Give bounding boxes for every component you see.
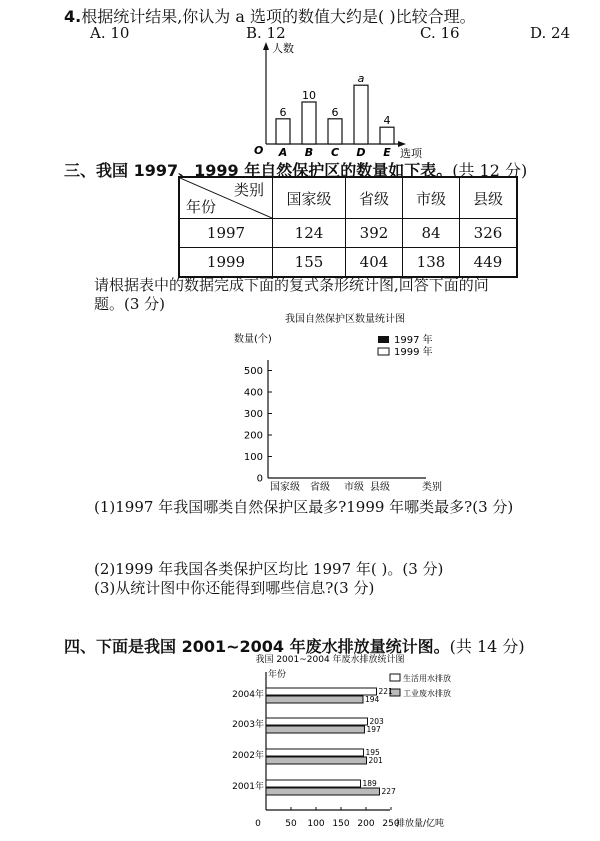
legend-domestic-label: 生活用水排放 bbox=[403, 674, 451, 683]
q4-number: 4. bbox=[64, 7, 82, 26]
sec4-bar-industrial bbox=[266, 757, 367, 764]
sec3-y-tick-label: 100 bbox=[243, 452, 263, 463]
sec3-cat-label: 国家级 bbox=[270, 482, 300, 493]
q4-category-label: A bbox=[278, 146, 288, 159]
sec4-chart-xlabel: 排放量/亿吨 bbox=[396, 819, 445, 829]
table-corner-cell bbox=[179, 177, 273, 219]
table-cell: 449 bbox=[460, 248, 518, 278]
q4-option-b: B. 12 bbox=[246, 24, 286, 42]
sec4-bar-domestic bbox=[266, 780, 361, 787]
sec4-chart-title: 我国 2001~2004 年废水排放统计图 bbox=[255, 655, 405, 665]
sec4-x-tick-label: 100 bbox=[307, 819, 325, 829]
q4-bar-value-label: 4 bbox=[383, 114, 391, 128]
q4-bar bbox=[354, 85, 368, 144]
sec4-x-tick-label: 150 bbox=[332, 819, 350, 829]
sec4-year-label: 2004年 bbox=[232, 690, 264, 700]
corner-bottom-label: 年份 bbox=[186, 198, 217, 216]
table-row bbox=[179, 219, 517, 248]
sec4-bar-value-label: 221 bbox=[378, 687, 393, 696]
q4-xlabel: 选项 bbox=[400, 147, 422, 160]
sec4-x-tick-label: 0 bbox=[255, 819, 261, 829]
q4-ylabel: 人数 bbox=[272, 42, 294, 55]
sec4-bar-industrial bbox=[266, 726, 365, 733]
table-row bbox=[179, 177, 517, 219]
sec4-bar-industrial bbox=[266, 788, 380, 795]
q4-bar bbox=[380, 127, 394, 144]
sec4-bar-value-label: 203 bbox=[369, 717, 384, 726]
sec4-bar-value-label: 197 bbox=[366, 725, 381, 734]
legend-1999-label: 1999 年 bbox=[394, 347, 433, 358]
sec4-score: (共 14 分) bbox=[449, 637, 525, 656]
table-cell: 124 bbox=[273, 219, 346, 248]
q4-bar-chart bbox=[250, 40, 430, 162]
q4-bar-value-label: 10 bbox=[302, 89, 316, 102]
table-cell: 155 bbox=[273, 248, 346, 278]
q4-origin: O bbox=[254, 144, 264, 157]
table-header: 省级 bbox=[346, 177, 403, 219]
sec3-cat-label: 市级 bbox=[344, 482, 364, 493]
q4-bar-value-label: 6 bbox=[279, 105, 287, 119]
sec3-y-tick-label: 200 bbox=[243, 430, 263, 442]
legend-1999-swatch bbox=[378, 348, 389, 355]
table-header: 市级 bbox=[403, 177, 460, 219]
sec3-cat-label: 县级 bbox=[370, 482, 390, 493]
sec3-y-tick-label: 300 bbox=[243, 409, 263, 420]
q4-option-a: A. 10 bbox=[90, 24, 130, 42]
sec4-bar-value-label: 201 bbox=[368, 756, 383, 765]
sec3-table bbox=[178, 176, 518, 278]
sec3-q3: (3)从统计图中你还能得到哪些信息?(3 分) bbox=[94, 579, 375, 597]
sec3-score: (共 12 分) bbox=[452, 161, 528, 180]
table-row bbox=[179, 248, 517, 278]
sec4-x-tick-label: 200 bbox=[357, 819, 375, 829]
sec4-bar-chart bbox=[220, 652, 480, 838]
sec4-year-label: 2002年 bbox=[232, 751, 264, 761]
sec3-title: 三、我国 1997、1999 年自然保护区的数量如下表。 bbox=[64, 161, 453, 180]
sec3-cat-label: 省级 bbox=[310, 482, 330, 493]
legend-1997-swatch bbox=[378, 336, 389, 343]
table-cell: 138 bbox=[403, 248, 460, 278]
sec4-bar-value-label: 189 bbox=[362, 779, 377, 788]
q4-bar-value-label: a bbox=[357, 72, 365, 86]
sec3-chart-ylabel: 数量(个) bbox=[234, 334, 272, 345]
table-cell-year: 1999 bbox=[179, 248, 273, 278]
q4-category-label: D bbox=[356, 146, 366, 159]
table-cell-year: 1997 bbox=[179, 219, 273, 248]
sec4-chart-ylabel: 年份 bbox=[268, 670, 287, 680]
sec3-y-tick-label: 400 bbox=[243, 387, 263, 399]
sec4-bar-domestic bbox=[266, 688, 377, 695]
q4-bars bbox=[276, 72, 394, 159]
sec3-instruction-1: 请根据表中的数据完成下面的复式条形统计图,回答下面的问 bbox=[94, 276, 489, 294]
sec4-x-tick-label: 50 bbox=[285, 819, 297, 829]
sec4-year-label: 2003年 bbox=[232, 720, 264, 730]
q4-bar bbox=[276, 119, 290, 144]
sec4-bar-value-label: 227 bbox=[381, 787, 396, 796]
sec4-bar-industrial bbox=[266, 696, 363, 703]
table-cell: 404 bbox=[346, 248, 403, 278]
sec3-chart-xlabel: 类别 bbox=[422, 482, 442, 493]
q4-category-label: E bbox=[383, 146, 391, 159]
sec3-y-tick-label: 500 bbox=[243, 366, 263, 377]
table-header: 国家级 bbox=[273, 177, 346, 219]
sec4-x-tick-label: 250 bbox=[382, 819, 400, 829]
table-cell: 326 bbox=[460, 219, 518, 248]
q4-category-label: B bbox=[304, 146, 314, 159]
q4-option-c: C. 16 bbox=[420, 24, 460, 42]
sec3-q1: (1)1997 年我国哪类自然保护区最多?1999 年哪类最多?(3 分) bbox=[94, 498, 514, 516]
table-cell: 392 bbox=[346, 219, 403, 248]
q4-option-d: D. 24 bbox=[530, 24, 571, 42]
corner-top-label: 类别 bbox=[233, 181, 264, 199]
sec4-bar-value-label: 195 bbox=[365, 748, 380, 757]
q4-category-label: C bbox=[330, 146, 340, 159]
sec3-instruction-2: 题。(3 分) bbox=[94, 295, 166, 313]
sec3-q2: (2)1999 年我国各类保护区均比 1997 年( )。(3 分) bbox=[94, 560, 444, 578]
sec4-bar-value-label: 194 bbox=[365, 695, 380, 704]
sec3-empty-chart bbox=[230, 310, 460, 496]
sec4-bar-domestic bbox=[266, 749, 364, 756]
sec4-title: 四、下面是我国 2001~2004 年废水排放量统计图。 bbox=[64, 637, 450, 656]
q4-y-arrow bbox=[263, 42, 269, 50]
legend-industrial-label: 工业废水排放 bbox=[403, 689, 451, 698]
q4-bar-value-label: 6 bbox=[331, 105, 339, 119]
q4-bar bbox=[328, 119, 342, 144]
sec4-bar-domestic bbox=[266, 718, 368, 725]
legend-1997-label: 1997 年 bbox=[394, 335, 433, 346]
sec4-bars bbox=[232, 687, 400, 829]
sec3-chart-title: 我国自然保护区数量统计图 bbox=[285, 314, 405, 325]
table-header: 县级 bbox=[460, 177, 518, 219]
q4-bar bbox=[302, 102, 316, 144]
legend-domestic-swatch bbox=[390, 674, 400, 681]
sec4-year-label: 2001年 bbox=[232, 782, 264, 792]
sec3-y-tick-label: 0 bbox=[256, 473, 263, 485]
table-cell: 84 bbox=[403, 219, 460, 248]
q4-text: 根据统计结果,你认为 a 选项的数值大约是( )比较合理。 bbox=[81, 7, 476, 26]
